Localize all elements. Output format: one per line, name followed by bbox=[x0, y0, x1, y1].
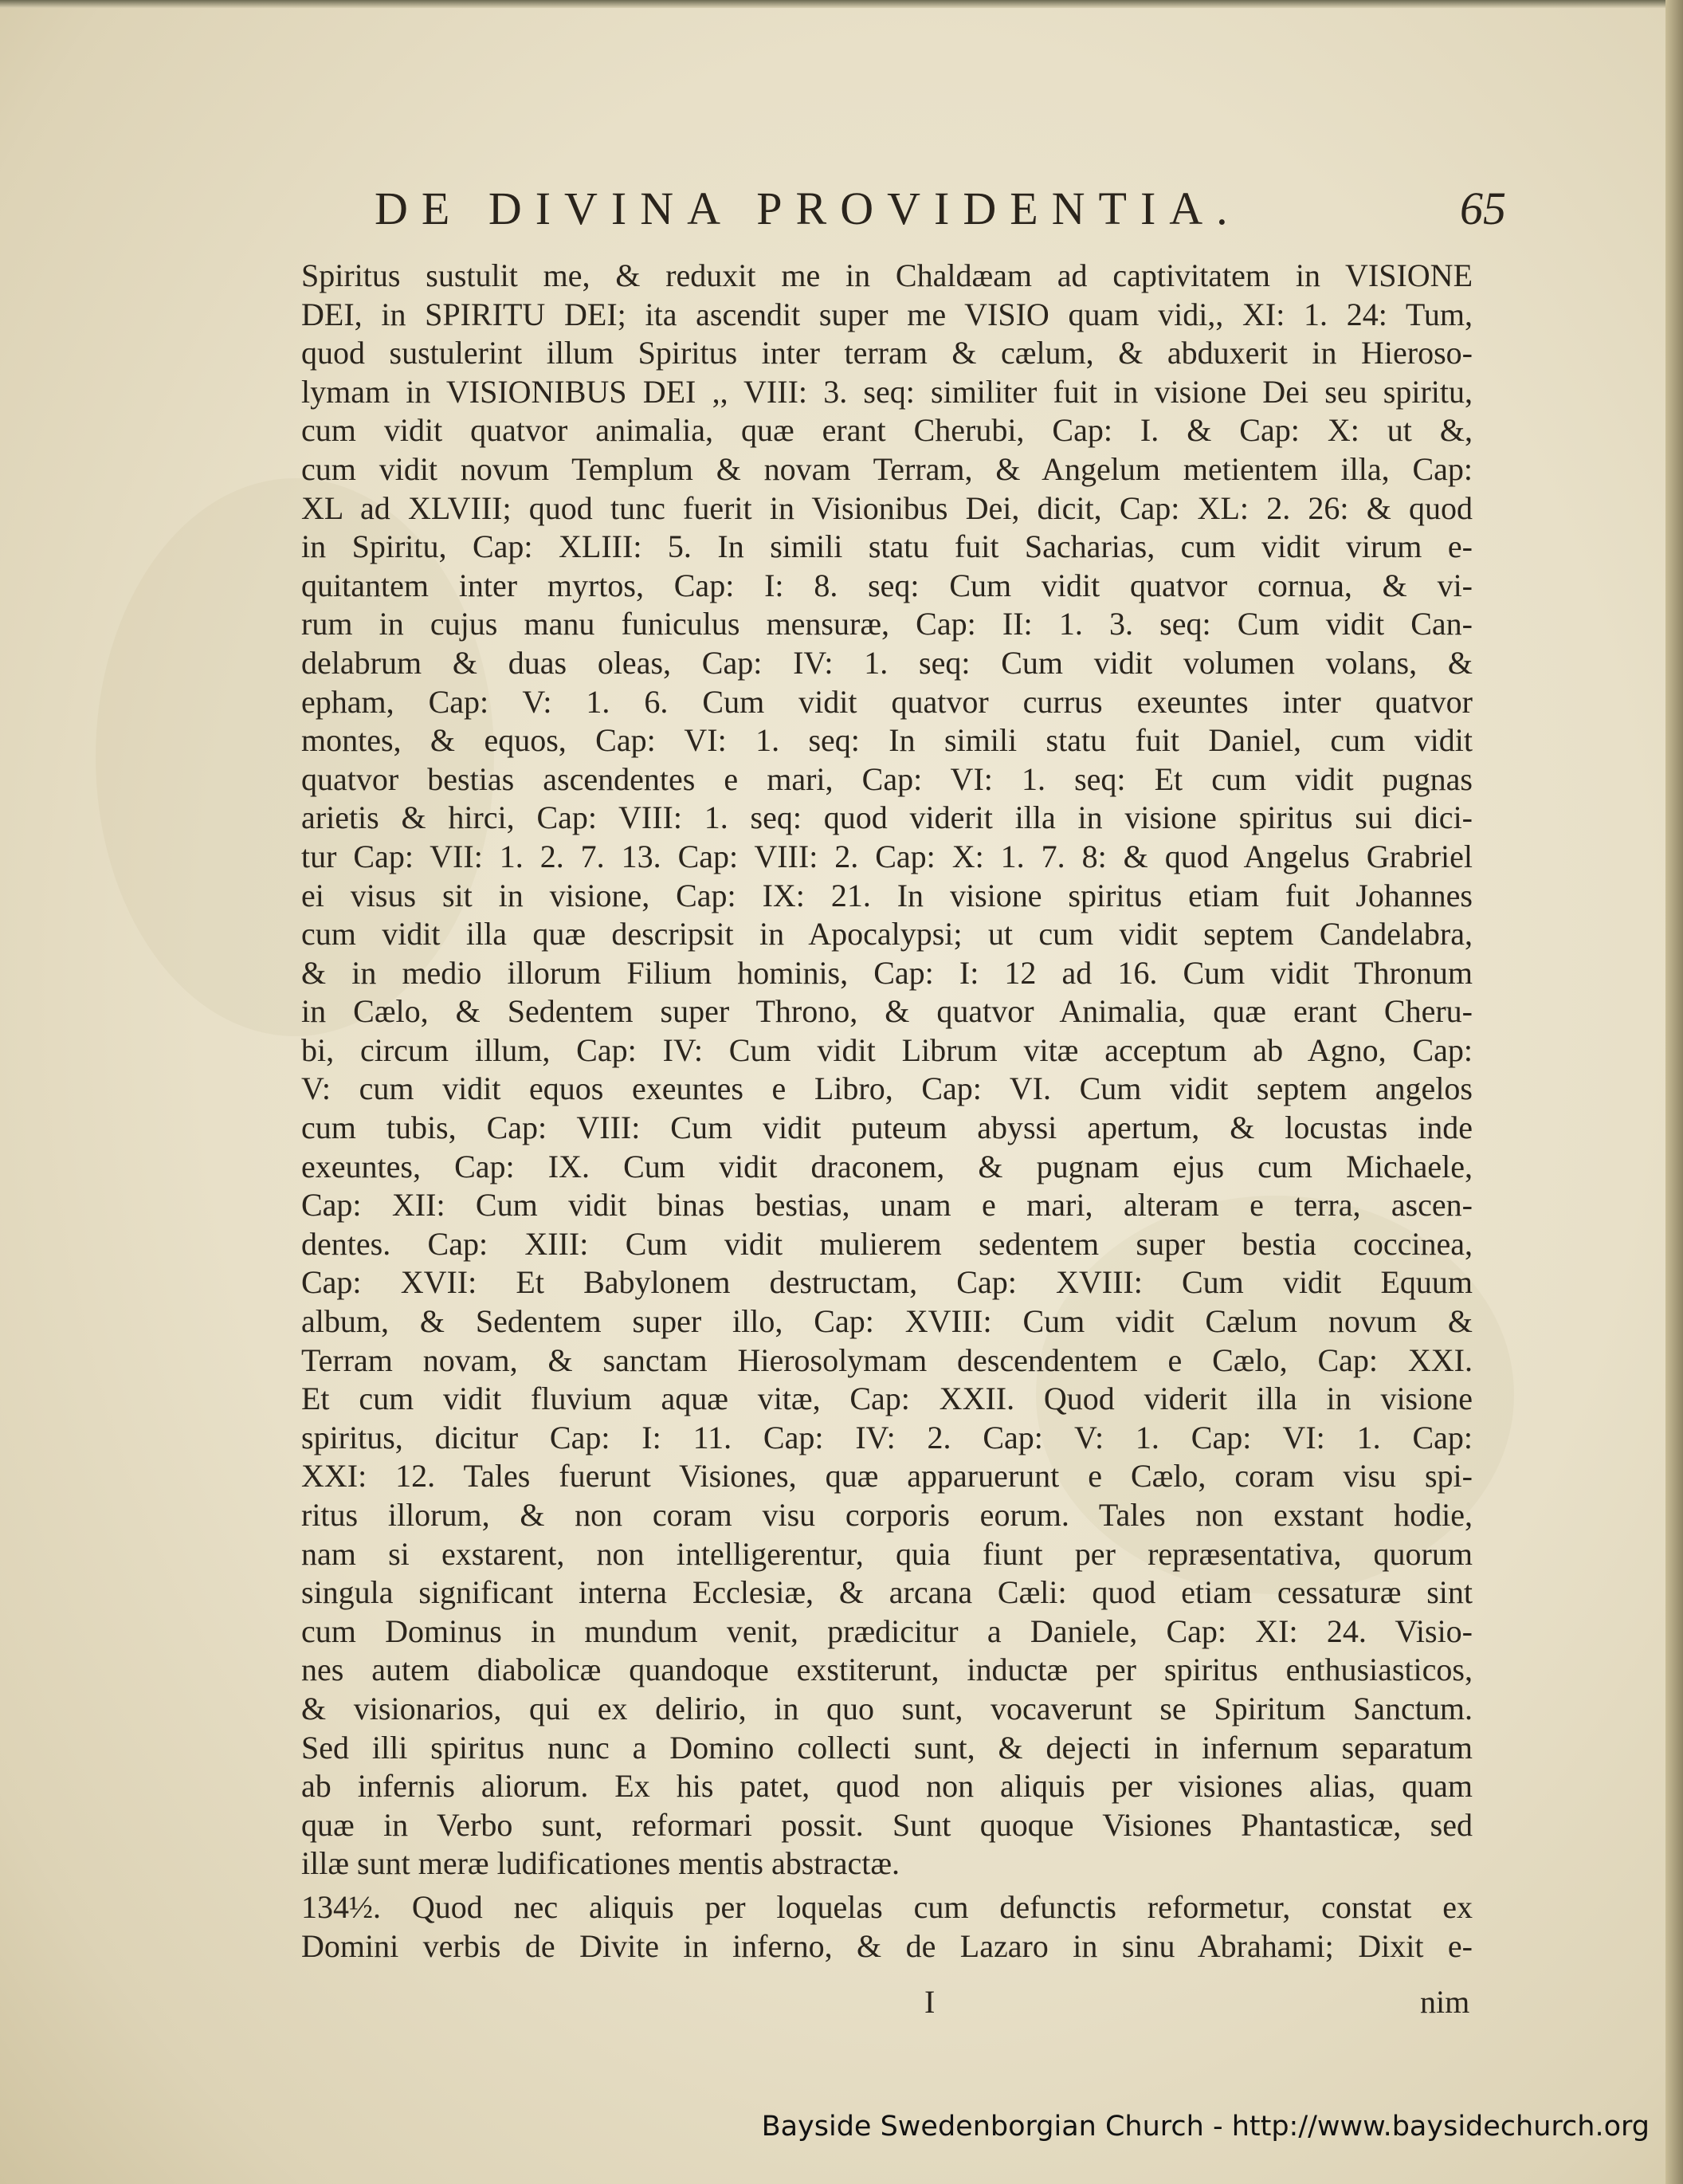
body-text bbox=[301, 257, 1473, 1966]
text-line: epham, Cap: V: 1. 6. Cum vidit quatvor currus exeuntes inter quatvor bbox=[301, 683, 1473, 720]
text-line: DEI, in SPIRITU DEI; ita ascendit super me VISIO quam vidi,, XI: 1. 24: Tum, bbox=[301, 296, 1473, 332]
text-line: rum in cujus manu funiculus mensuræ, Cap: II: 1. 3. seq: Cum vidit Can- bbox=[301, 606, 1473, 642]
text-line: Domini verbis de Divite in inferno, & de Lazaro in sinu Abrahami; Dixit e- bbox=[301, 1927, 1473, 1964]
paragraph-1 bbox=[301, 257, 1473, 1884]
text-line: exeuntes, Cap: IX. Cum vidit draconem, & pugnam ejus cum Michaele, bbox=[301, 1148, 1473, 1184]
text-line: bi, circum illum, Cap: IV: Cum vidit Librum vitæ acceptum ab Agno, Cap: bbox=[301, 1031, 1473, 1068]
text-line: delabrum & duas oleas, Cap: IV: 1. seq: Cum vidit volumen volans, & bbox=[301, 644, 1473, 681]
text-line: cum Dominus in mundum venit, prædicitur a Daniele, Cap: XI: 24. Visio- bbox=[301, 1612, 1473, 1649]
text-line: V: cum vidit equos exeuntes e Libro, Cap: VI. Cum vidit septem angelos bbox=[301, 1070, 1473, 1107]
text-line: cum vidit quatvor animalia, quæ erant Cherubi, Cap: I. & Cap: X: ut &, bbox=[301, 412, 1473, 449]
page-right-edge bbox=[1665, 0, 1683, 2184]
text-line: montes, & equos, Cap: VI: 1. seq: In simili statu fuit Daniel, cum vidit bbox=[301, 722, 1473, 759]
text-line: 134½. Quod nec aliquis per loquelas cum defunctis reformetur, constat ex bbox=[301, 1888, 1473, 1925]
text-line: in Cælo, & Sedentem super Throno, & quatvor Animalia, quæ erant Cheru- bbox=[301, 993, 1473, 1030]
text-line: Cap: XVII: Et Babylonem destructam, Cap: XVIII: Cum vidit Equum bbox=[301, 1264, 1473, 1301]
text-line: Et cum vidit fluvium aquæ vitæ, Cap: XXII. Quod viderit illa in visione bbox=[301, 1381, 1473, 1417]
text-line: ritus illorum, & non coram visu corporis eorum. Tales non exstant hodie, bbox=[301, 1497, 1473, 1533]
text-line: & in medio illorum Filium hominis, Cap: I: 12 ad 16. Cum vidit Thronum bbox=[301, 954, 1473, 991]
text-line: & visionarios, qui ex delirio, in quo sunt, vocaverunt se Spiritum Sanctum. bbox=[301, 1690, 1473, 1726]
text-line: ei visus sit in visione, Cap: IX: 21. In visione spiritus etiam fuit Johannes bbox=[301, 877, 1473, 913]
text-line: spiritus, dicitur Cap: I: 11. Cap: IV: 2. Cap: V: 1. Cap: VI: 1. Cap: bbox=[301, 1419, 1473, 1455]
page-top-edge bbox=[0, 0, 1683, 8]
text-line: illæ sunt meræ ludificationes mentis abstractæ. bbox=[301, 1845, 900, 1882]
text-line: quod sustulerint illum Spiritus inter terram & cælum, & abduxerit in Hieroso- bbox=[301, 335, 1473, 371]
running-head-title: DE DIVINA PROVIDENTIA. bbox=[375, 183, 1242, 234]
text-line: cum tubis, Cap: VIII: Cum vidit puteum abyssi apertum, & locustas inde bbox=[301, 1110, 1473, 1146]
text-line: XL ad XLVIII; quod tunc fuerit in Visionibus Dei, dicit, Cap: XL: 2. 26: & quod bbox=[301, 489, 1473, 526]
text-line: in Spiritu, Cap: XLIII: 5. In simili statu fuit Sacharias, cum vidit virum e- bbox=[301, 528, 1473, 565]
text-line: singula significant interna Ecclesiæ, & arcana Cæli: quod etiam cessaturæ sint bbox=[301, 1574, 1473, 1611]
text-line: cum vidit novum Templum & novam Terram, & Angelum metientem illa, Cap: bbox=[301, 450, 1473, 487]
running-head bbox=[375, 177, 1506, 241]
text-line: Terram novam, & sanctam Hierosolymam descendentem e Cælo, Cap: XXI. bbox=[301, 1341, 1473, 1378]
text-line: nes autem diabolicæ quandoque exstiterunt, inductæ per spiritus enthusiasticos, bbox=[301, 1652, 1473, 1688]
text-line: lymam in VISIONIBUS DEI ,, VIII: 3. seq: similiter fuit in visione Dei seu spiritu, bbox=[301, 373, 1473, 410]
text-line: XXI: 12. Tales fuerunt Visiones, quæ apparuerunt e Cælo, coram visu spi- bbox=[301, 1458, 1473, 1495]
text-line: tur Cap: VII: 1. 2. 7. 13. Cap: VIII: 2. Cap: X: 1. 7. 8: & quod Angelus Grabriel bbox=[301, 838, 1473, 874]
watermark-text: Bayside Swedenborgian Church - http://www.baysidechurch.org bbox=[761, 2111, 1650, 2143]
catchword: nim bbox=[1420, 1984, 1470, 2020]
text-line: quitantem inter myrtos, Cap: I: 8. seq: Cum vidit quatvor cornua, & vi- bbox=[301, 567, 1473, 603]
text-line: Sed illi spiritus nunc a Domino collecti sunt, & dejecti in infernum separatum bbox=[301, 1729, 1473, 1766]
page-number: 65 bbox=[1460, 183, 1506, 234]
text-line: Cap: XII: Cum vidit binas bestias, unam e mari, alteram e terra, ascen- bbox=[301, 1187, 1473, 1224]
text-line: dentes. Cap: XIII: Cum vidit mulierem sedentem super bestia coccinea, bbox=[301, 1225, 1473, 1262]
text-line: ab infernis aliorum. Ex his patet, quod non aliquis per visiones alias, quam bbox=[301, 1768, 1473, 1805]
text-line: arietis & hirci, Cap: VIII: 1. seq: quod viderit illa in visione spiritus sui dici- bbox=[301, 799, 1473, 836]
paragraph-134 bbox=[301, 1888, 1473, 1966]
signature-mark: I bbox=[924, 1984, 936, 2020]
text-line: cum vidit illa quæ descripsit in Apocalypsi; ut cum vidit septem Candelabra, bbox=[301, 916, 1473, 953]
text-line: nam si exstarent, non intelligerentur, quia fiunt per repræsentativa, quorum bbox=[301, 1535, 1473, 1572]
text-line: album, & Sedentem super illo, Cap: XVIII: Cum vidit Cælum novum & bbox=[301, 1303, 1473, 1340]
text-line: Spiritus sustulit me, & reduxit me in Chaldæam ad captivitatem in VISIONE bbox=[301, 257, 1473, 293]
text-line: quæ in Verbo sunt, reformari possit. Sunt quoque Visiones Phantasticæ, sed bbox=[301, 1806, 1473, 1843]
text-line: quatvor bestias ascendentes e mari, Cap: VI: 1. seq: Et cum vidit pugnas bbox=[301, 760, 1473, 797]
